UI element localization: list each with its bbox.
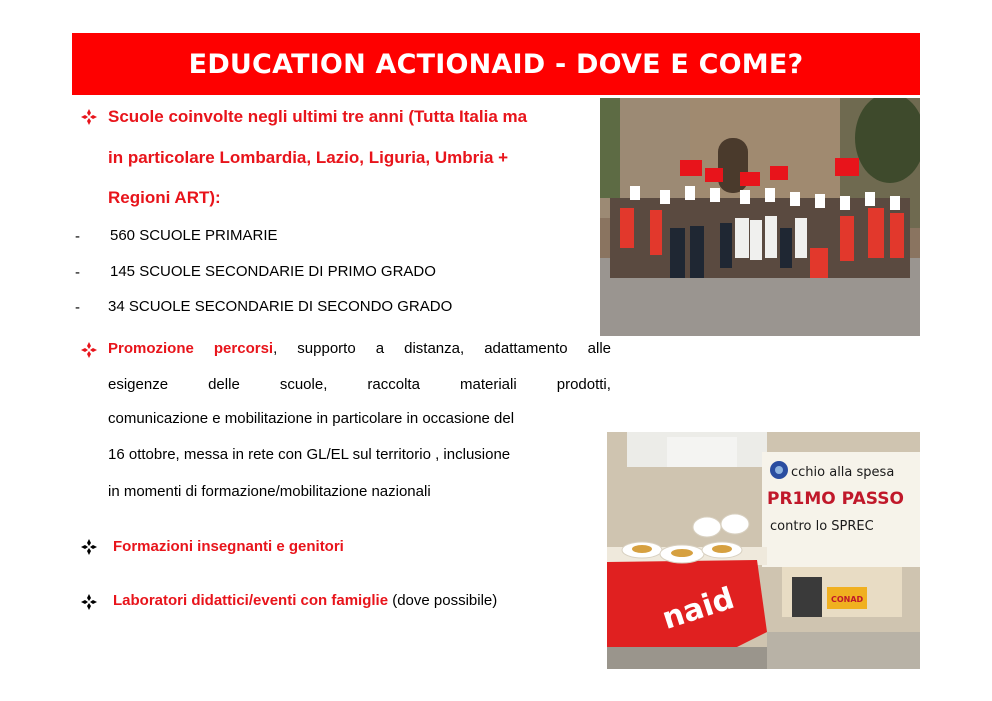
sign-line2: PR1MO PASSO [767,489,904,509]
sign-line3: contro lo SPREC [770,519,874,534]
section4-text [113,592,497,609]
list-item: 560 SCUOLE PRIMARIE [110,227,278,244]
section1-line3: Regioni ART): [108,188,221,207]
section2-line1-rest: , supporto a distanza, adattamento alle [273,340,611,357]
list-dash: - [75,264,80,281]
word: prodotti, [556,376,611,393]
section2-line4: 16 ottobre, messa in rete con GL/EL sul territorio , inclusione [108,446,511,463]
title-bar [72,33,920,95]
section2-line2 [108,376,611,393]
word: esigenze [108,376,169,393]
section2-highlight: Promozione percorsi [108,340,274,357]
diamond-bullet-icon [80,593,100,613]
section1-line1: Scuole coinvolte negli ultimi tre anni (Tutta Italia ma [108,107,528,126]
diamond-bullet-icon [80,341,100,361]
section4-highlight: Laboratori didattici/eventi con famiglie [113,592,389,609]
banner-text: naid [657,580,739,637]
diamond-bullet-icon [80,108,100,128]
sign-line1: cchio alla spesa [791,465,895,480]
page-title: EDUCATION ACTIONAID - DOVE E COME? [188,49,804,80]
list-dash: - [75,299,80,316]
word: scuole, [279,376,328,393]
section3-text: Formazioni insegnanti e genitori [113,538,344,555]
list-item: 34 SCUOLE SECONDARIE DI SECONDO GRADO [108,298,453,315]
section2-line5: in momenti di formazione/mobilitazione nazionali [108,483,431,500]
section2-line3: comunicazione e mobilitazione in particolare in occasione del [108,410,515,427]
section2-line1 [108,340,611,357]
list-dash: - [75,228,80,245]
word: materiali [460,376,517,393]
section4-rest: (dove possibile) [388,592,498,609]
diamond-bullet-icon [80,538,100,558]
word: delle [208,376,240,393]
section1-line2: in particolare Lombardia, Lazio, Liguria, Umbria + [108,148,509,167]
list-item: 145 SCUOLE SECONDARIE DI PRIMO GRADO [110,263,436,280]
photo-children-group [600,98,920,336]
conad-label: CONAD [831,595,864,604]
word: raccolta [367,376,420,393]
photo-food-table [607,432,920,669]
